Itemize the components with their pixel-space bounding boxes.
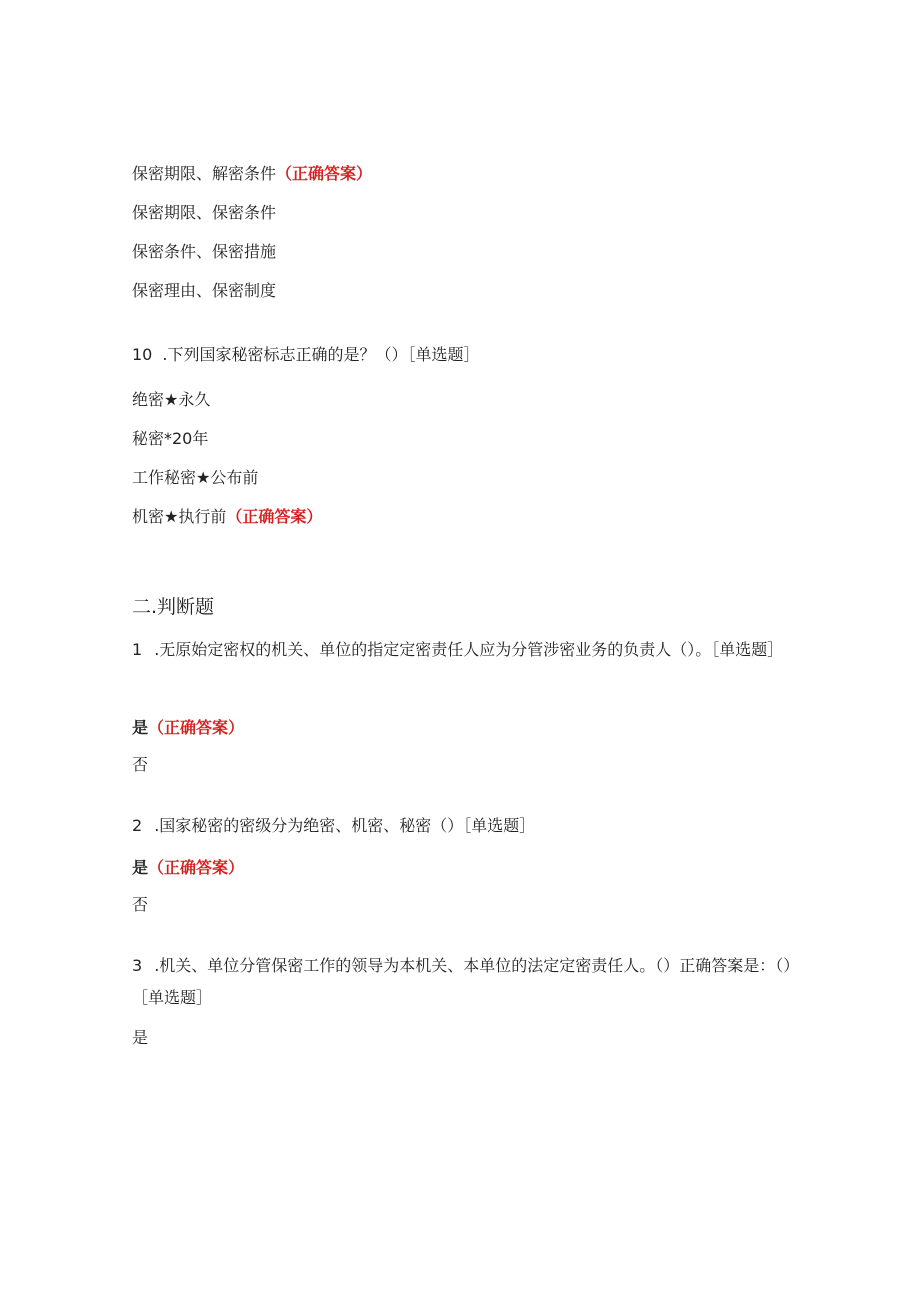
question-number: 10 bbox=[132, 345, 153, 364]
option-text: 否 bbox=[132, 755, 149, 774]
tf-question-3 bbox=[132, 950, 792, 1014]
correct-answer-tag: （正确答案） bbox=[148, 858, 245, 877]
tf-q3-option-yes bbox=[132, 1028, 148, 1048]
question-text: .下列国家秘密标志正确的是？（）［单选题］ bbox=[162, 345, 480, 364]
question-number: 2 bbox=[132, 816, 143, 835]
tf-q2-option-yes bbox=[132, 858, 244, 878]
q10-option-c bbox=[132, 468, 258, 488]
option-text: 保密理由、保密制度 bbox=[132, 281, 277, 300]
option-text: 是 bbox=[132, 718, 149, 737]
option-text: 绝密★永久 bbox=[132, 390, 211, 409]
tf-q1-option-yes bbox=[132, 718, 244, 738]
tf-question-1 bbox=[132, 634, 792, 666]
question-number: 3 bbox=[132, 956, 143, 975]
tf-q1-option-no bbox=[132, 755, 148, 775]
option-text: 保密条件、保密措施 bbox=[132, 242, 277, 261]
option-text: 保密期限、解密条件 bbox=[132, 164, 277, 183]
tf-q2-option-no bbox=[132, 895, 148, 915]
option-text: 保密期限、保密条件 bbox=[132, 203, 277, 222]
option-text: 否 bbox=[132, 895, 149, 914]
q9-option-b bbox=[132, 203, 276, 223]
question-text: .机关、单位分管保密工作的领导为本机关、本单位的法定定密责任人。（）正确答案是：（）［单选题］ bbox=[132, 956, 792, 1007]
correct-answer-tag: （正确答案） bbox=[226, 507, 323, 526]
correct-answer-tag: （正确答案） bbox=[276, 164, 373, 183]
option-text: 是 bbox=[132, 1028, 149, 1047]
q10-option-d bbox=[132, 507, 322, 527]
option-text: 是 bbox=[132, 858, 149, 877]
q9-option-d bbox=[132, 281, 276, 301]
question-text: .无原始定密权的机关、单位的指定定密责任人应为分管涉密业务的负责人（）。［单选题］ bbox=[154, 640, 784, 659]
question-text: .国家秘密的密级分为绝密、机密、秘密（）［单选题］ bbox=[154, 816, 536, 835]
question-number: 1 bbox=[132, 640, 143, 659]
q9-option-c bbox=[132, 242, 276, 262]
q9-option-a bbox=[132, 164, 372, 184]
q10-option-b bbox=[132, 429, 208, 449]
option-text: 工作秘密★公布前 bbox=[132, 468, 259, 487]
q10-option-a bbox=[132, 390, 210, 410]
section-title: 二.判断题 bbox=[132, 596, 215, 618]
q10-question bbox=[132, 345, 479, 365]
tf-question-2 bbox=[132, 816, 535, 836]
option-text: 机密★执行前 bbox=[132, 507, 227, 526]
correct-answer-tag: （正确答案） bbox=[148, 718, 245, 737]
option-text: 秘密*20年 bbox=[132, 429, 209, 448]
